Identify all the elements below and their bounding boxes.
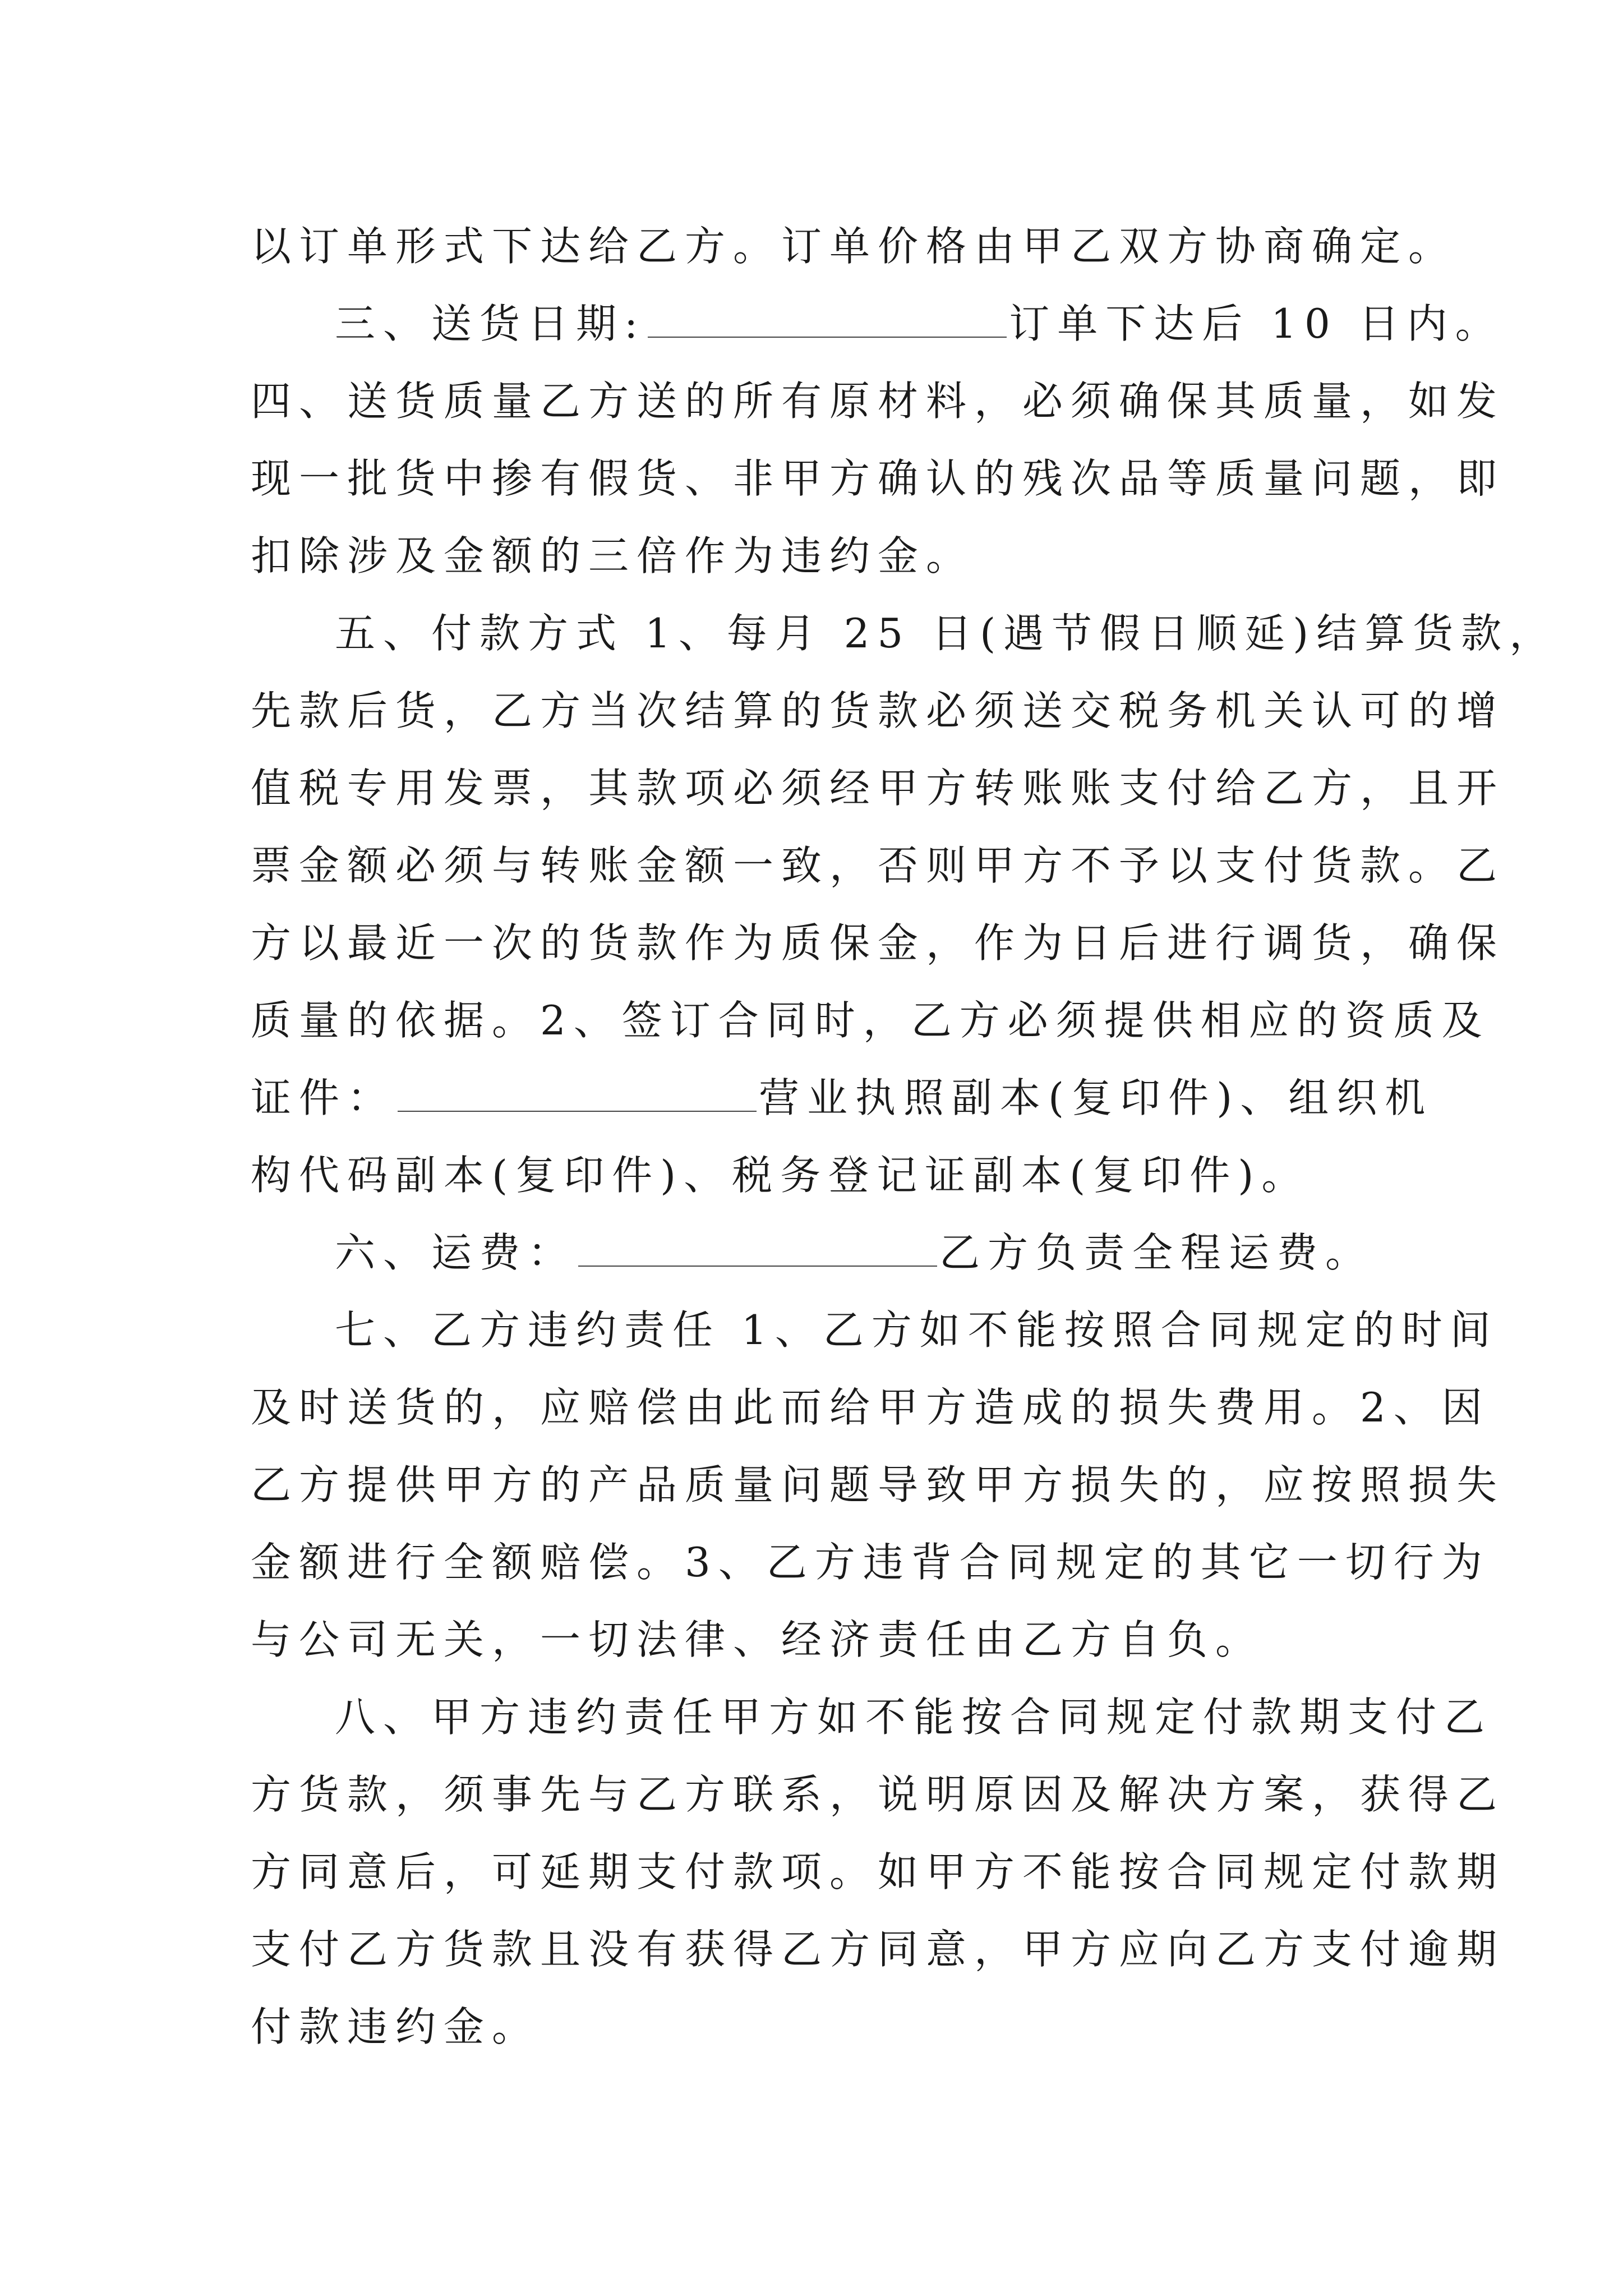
- text-line: 构代码副本(复印件)、税务登记证副本(复印件)。: [251, 1152, 1310, 1199]
- freight-value: 乙方负责全程运费。: [939, 1229, 1374, 1276]
- text-line: 质量的依据。2、签订合同时，乙方必须提供相应的资质及: [251, 997, 1490, 1044]
- contract-body: [251, 208, 1558, 2065]
- text-line: 票金额必须与转账金额一致，否则甲方不予以支付货款。乙: [251, 842, 1505, 889]
- text-line: 与公司无关，一切法律、经济责任由乙方自负。: [251, 1616, 1264, 1663]
- freight-label: 六、运费：: [335, 1229, 577, 1276]
- text-line: 及时送货的，应赔偿由此而给甲方造成的损失费用。2、因: [251, 1384, 1490, 1431]
- text-line: 支付乙方货款且没有获得乙方同意，甲方应向乙方支付逾期: [251, 1926, 1505, 1973]
- freight-line: [251, 1214, 1392, 1291]
- delivery-date-value: 订单下达后 10 日内。: [1009, 300, 1504, 347]
- text-line: 先款后货，乙方当次结算的货款必须送交税务机关认可的增: [251, 687, 1505, 734]
- text-line: 方货款，须事先与乙方联系，说明原因及解决方案，获得乙: [251, 1771, 1505, 1818]
- text-line: 以订单形式下达给乙方。订单价格由甲乙双方协商确定。: [251, 223, 1457, 270]
- text-line: 金额进行全额赔偿。3、乙方违背合同规定的其它一切行为: [251, 1539, 1490, 1586]
- text-line: 八、甲方违约责任甲方如不能按合同规定付款期支付乙: [335, 1694, 1493, 1741]
- text-line: 乙方提供甲方的产品质量问题导致甲方损失的，应按照损失: [251, 1461, 1505, 1508]
- text-line: 现一批货中掺有假货、非甲方确认的残次品等质量问题，即: [251, 455, 1505, 502]
- text-line: 四、送货质量乙方送的所有原材料，必须确保其质量，如发: [251, 378, 1505, 425]
- text-line: 值税专用发票，其款项必须经甲方转账账支付给乙方，且开: [251, 765, 1505, 812]
- delivery-date-blank[interactable]: [648, 297, 1007, 338]
- text-line: 方以最近一次的货款作为质保金，作为日后进行调货，确保: [251, 919, 1505, 967]
- freight-blank[interactable]: [578, 1226, 937, 1267]
- text-line: 付款违约金。: [251, 2003, 541, 2050]
- certificates-blank[interactable]: [398, 1071, 757, 1112]
- text-line: 扣除涉及金额的三倍作为违约金。: [251, 532, 975, 579]
- certificates-label: 证件：: [251, 1074, 396, 1121]
- text-line: 五、付款方式 1、每月 25 日(遇节假日顺延)结算货款，: [335, 610, 1558, 657]
- text-line: 方同意后，可延期支付款项。如甲方不能按合同规定付款期: [251, 1848, 1505, 1895]
- text-line: 七、乙方违约责任 1、乙方如不能按照合同规定的时间: [335, 1306, 1498, 1354]
- certificates-line: [251, 1059, 1433, 1137]
- delivery-date-label: 三、送货日期:: [335, 300, 646, 347]
- delivery-date-line: [251, 285, 1504, 362]
- certificates-value: 营业执照副本(复印件)、组织机: [759, 1074, 1433, 1121]
